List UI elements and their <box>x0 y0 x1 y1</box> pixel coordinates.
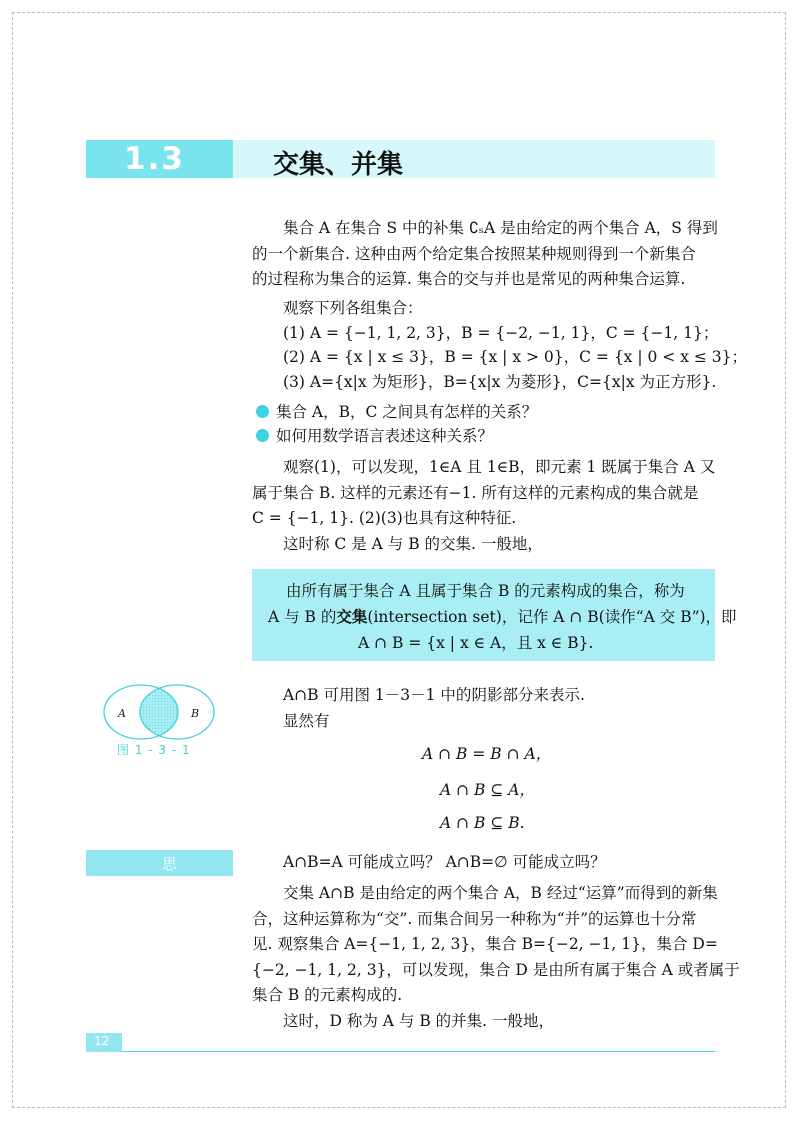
observe-item: (2) A = {x | x ≤ 3}，B = {x | x > 0}，C = {x | 0 < x ≤ 3}； <box>283 348 748 366</box>
question-text: 集合 A，B，C 之间具有怎样的关系？ <box>276 403 538 421</box>
text-line: 集合 A 在集合 S 中的补集 ∁ₛA 是由给定的两个集合 A，S 得到 <box>283 219 718 237</box>
figure-caption: 图 1 - 3 - 1 <box>117 743 191 757</box>
definition-box <box>252 569 737 661</box>
text-line: 的一个新集合. 这种由两个给定集合按照某种规则得到一个新集合 <box>252 244 696 263</box>
text-line: 合，这种运算称为“交”. 而集合间另一种称为“并”的运算也十分常 <box>252 909 697 928</box>
observe-block <box>252 296 748 394</box>
text-line: 交集 A∩B 是由给定的两个集合 A，B 经过“运算”而得到的新集 <box>283 884 718 902</box>
text-line: A∩B 可用图 1－3－1 中的阴影部分来表示. <box>283 686 585 704</box>
bullet-icon <box>256 429 269 442</box>
set-b-label: B <box>191 707 200 720</box>
page-number: 12 <box>94 1034 110 1048</box>
question-item <box>256 401 537 423</box>
text-line: 这时称 C 是 A 与 B 的交集. 一般地， <box>283 534 543 553</box>
intro-paragraph <box>252 216 717 293</box>
observe-item: (3) A={x|x 为矩形}，B={x|x 为菱形}，C={x|x 为正方形}. <box>283 372 717 391</box>
bullet-icon <box>256 405 269 418</box>
think-label: 思 考 <box>162 855 196 894</box>
think-question <box>252 850 717 876</box>
footer-rule <box>122 1051 715 1052</box>
section-title-bar <box>233 140 715 178</box>
text-line: {−2, −1, 1, 2, 3}，可以发现，集合 D 是由所有属于集合 A 或者属于 <box>252 960 740 979</box>
text-line: 显然有 <box>283 711 330 730</box>
observe-item: (1) A = {−1, 1, 2, 3}，B = {−2, −1, 1}，C = {−1, 1}； <box>283 323 719 342</box>
text-line: 集合 B 的元素构成的. <box>252 986 403 1005</box>
definition-line: A 与 B 的交集(intersection set)，记作 A ∩ B(读作“A 交 B”)，即 <box>268 607 737 626</box>
definition-line: 由所有属于集合 A 且属于集合 B 的元素构成的集合，称为 <box>286 582 685 600</box>
section-title: 交集、并集 <box>273 150 404 180</box>
formula-subset-b: A ∩ B ⊆ B. <box>440 814 525 832</box>
section-number: 1.3 <box>124 141 185 177</box>
venn-text <box>252 683 717 734</box>
venn-diagram <box>100 682 218 742</box>
text-line: 这时，D 称为 A 与 B 的并集. 一般地， <box>283 1011 555 1030</box>
union-paragraph <box>252 881 740 1035</box>
text-line: 的过程称为集合的运算. 集合的交与并也是常见的两种集合运算. <box>252 270 686 289</box>
formula-subset-a: A ∩ B ⊆ A， <box>440 781 535 799</box>
text-line: 见. 观察集合 A={−1, 1, 2, 3}，集合 B={−2, −1, 1}，集合 D= <box>252 935 718 954</box>
discussion-paragraph <box>252 455 717 557</box>
formula-commutative: A ∩ B = B ∩ A， <box>422 745 552 763</box>
question-text: 如何用数学语言表述这种关系？ <box>276 427 494 445</box>
think-label-bar <box>86 850 233 894</box>
question-item <box>256 425 493 447</box>
text-line: A∩B=A 可能成立吗？ A∩B=∅ 可能成立吗？ <box>283 853 606 871</box>
page-number-box <box>86 1033 122 1052</box>
section-number-bar <box>86 140 233 178</box>
definition-formula: A ∩ B = {x | x ∈ A，且 x ∈ B}. <box>358 634 594 652</box>
text-line: C = {−1, 1}. (2)(3)也具有这种特征. <box>252 509 517 528</box>
observe-lead: 观察下列各组集合： <box>283 299 423 317</box>
set-a-label: A <box>118 707 126 720</box>
definition-term: 交集 <box>336 607 368 626</box>
text-line: 属于集合 B. 这样的元素还有−1. 所有这样的元素构成的集合就是 <box>252 483 699 502</box>
text-line: 观察(1)，可以发现，1∈A 且 1∈B，即元素 1 既属于集合 A 又 <box>283 458 716 476</box>
